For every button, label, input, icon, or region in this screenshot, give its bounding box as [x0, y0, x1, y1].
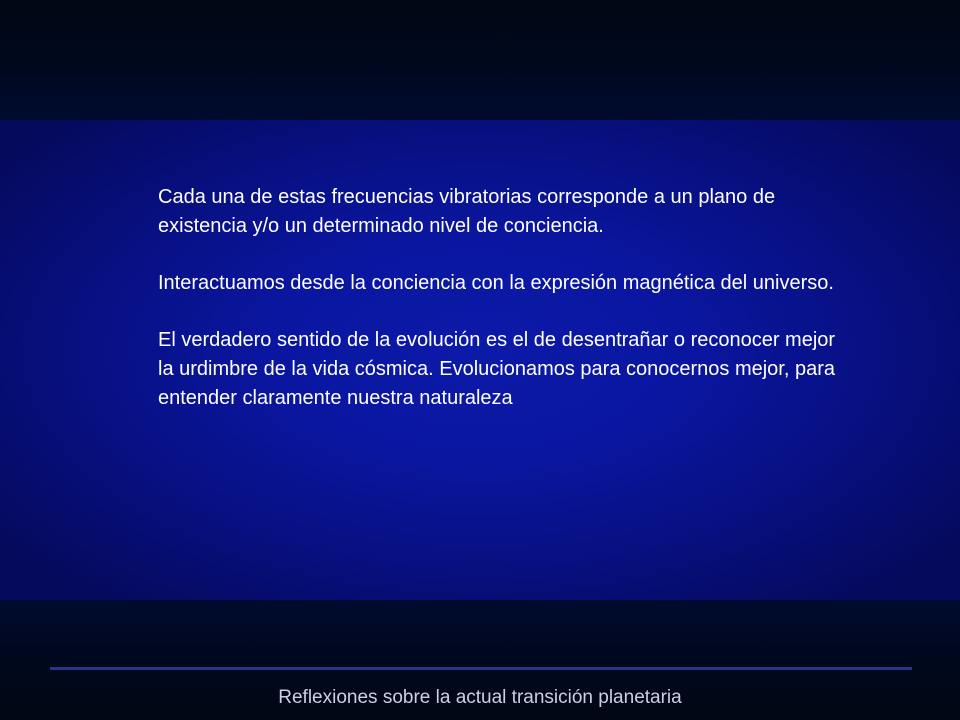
paragraph-frequencies: Cada una de estas frecuencias vibratorias corresponde a un plano de existencia y/o un determinado nivel de conciencia. [158, 186, 776, 237]
footer-title: Reflexiones sobre la actual transición planetaria [278, 687, 682, 708]
slide-body [158, 183, 838, 413]
footer-divider [50, 667, 912, 670]
top-dark-band [0, 0, 960, 120]
paragraph-interaction: Interactuamos desde la conciencia con la expresión magnética del universo. [158, 272, 834, 294]
paragraph-evolution: El verdadero sentido de la evolución es el de desentrañar o reconocer mejor la urdimbre de la vida cósmica. Evolucionamos para conocernos mejor, para entender claramente nuestra naturaleza [158, 329, 836, 409]
